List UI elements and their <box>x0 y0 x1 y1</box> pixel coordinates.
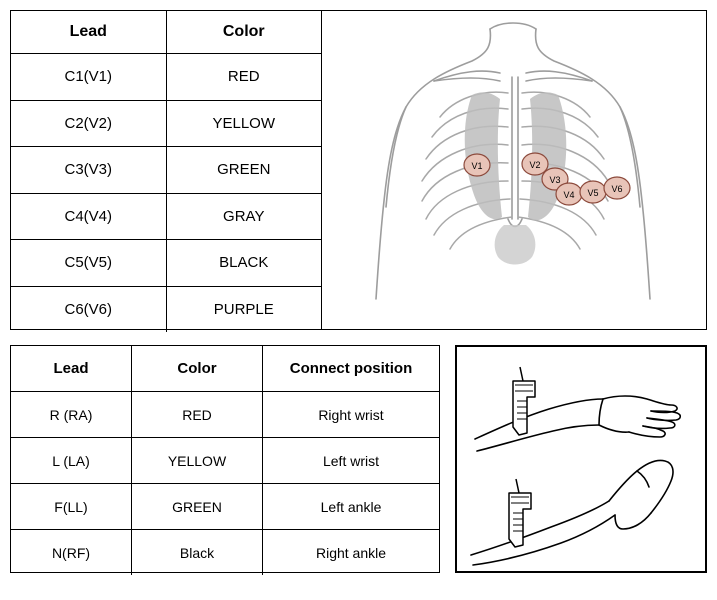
chest-cell-color: BLACK <box>166 240 321 287</box>
chest-cell-color: GREEN <box>166 147 321 194</box>
limb-cell-lead: F(LL) <box>11 484 132 530</box>
table-row <box>11 438 439 484</box>
electrode-v6 <box>604 177 630 199</box>
chest-lead-table <box>11 11 321 332</box>
limb-cell-position: Left wrist <box>263 438 440 484</box>
table-row <box>11 484 439 530</box>
table-row <box>11 100 321 147</box>
chest-cell-color: RED <box>166 54 321 101</box>
table-row <box>11 54 321 101</box>
torso-diagram-svg <box>322 11 706 329</box>
electrode-label: V1 <box>471 161 483 171</box>
limb-cell-position: Left ankle <box>263 484 440 530</box>
chest-cell-lead: C4(V4) <box>11 193 166 240</box>
chest-cell-color: GRAY <box>166 193 321 240</box>
electrode-label: V6 <box>611 184 623 194</box>
limb-cell-position: Right wrist <box>263 392 440 438</box>
limb-cell-lead: R (RA) <box>11 392 132 438</box>
chest-cell-lead: C1(V1) <box>11 54 166 101</box>
table-row <box>11 286 321 332</box>
electrode-v4 <box>556 183 582 205</box>
chest-cell-lead: C3(V3) <box>11 147 166 194</box>
limb-cell-lead: N(RF) <box>11 530 132 576</box>
electrode-v2 <box>522 153 548 175</box>
table-row <box>11 193 321 240</box>
limb-header-color: Color <box>132 346 263 392</box>
limb-cell-color: RED <box>132 392 263 438</box>
electrode-v5 <box>580 181 606 203</box>
limb-lead-table <box>11 346 439 575</box>
arm-drawing <box>475 396 680 451</box>
arm-electrode-clip <box>513 367 535 435</box>
electrode-label: V4 <box>563 190 575 200</box>
limb-diagram-svg <box>457 347 705 571</box>
table-header-row <box>11 11 321 54</box>
limb-header-position: Connect position <box>263 346 440 392</box>
chest-header-lead: Lead <box>11 11 166 54</box>
chest-cell-color: PURPLE <box>166 286 321 332</box>
limb-lead-section <box>10 345 440 573</box>
chest-lead-section <box>10 10 707 330</box>
limb-cell-position: Right ankle <box>263 530 440 576</box>
table-row <box>11 530 439 576</box>
limb-header-lead: Lead <box>11 346 132 392</box>
table-row <box>11 240 321 287</box>
table-header-row <box>11 346 439 392</box>
electrode-v1 <box>464 154 490 176</box>
chest-cell-lead: C2(V2) <box>11 100 166 147</box>
table-row <box>11 392 439 438</box>
leg-electrode-clip <box>509 479 531 547</box>
chest-cell-lead: C5(V5) <box>11 240 166 287</box>
limb-cell-lead: L (LA) <box>11 438 132 484</box>
chest-header-color: Color <box>166 11 321 54</box>
limb-cell-color: Black <box>132 530 263 576</box>
limb-cell-color: YELLOW <box>132 438 263 484</box>
chest-cell-color: YELLOW <box>166 100 321 147</box>
leg-drawing <box>471 460 673 565</box>
chest-anatomy-figure <box>321 11 706 329</box>
chest-cell-lead: C6(V6) <box>11 286 166 332</box>
limb-electrode-figure <box>455 345 707 573</box>
electrode-label: V3 <box>549 175 561 185</box>
electrode-label: V5 <box>587 188 599 198</box>
table-row <box>11 147 321 194</box>
limb-cell-color: GREEN <box>132 484 263 530</box>
electrode-label: V2 <box>529 160 541 170</box>
